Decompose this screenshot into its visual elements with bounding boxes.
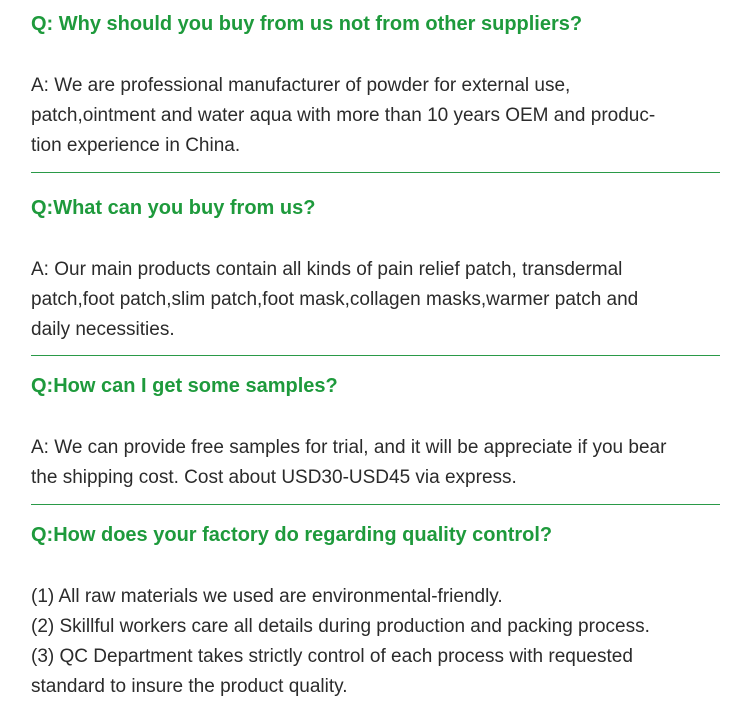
faq-answer-4-line-4: standard to insure the product quality. [31, 676, 348, 697]
faq-answer-2 [31, 255, 720, 345]
faq-answer-4-line-3: (3) QC Department takes strictly control of each process with requested [31, 646, 633, 667]
faq-answer-3 [31, 433, 720, 493]
faq-answer-2-line-1: A: Our main products contain all kinds of pain relief patch, transdermal [31, 259, 623, 280]
faq-answer-1-line-1: A: We are professional manufacturer of powder for external use, [31, 75, 571, 96]
divider-2 [31, 355, 720, 356]
faq-answer-1 [31, 71, 720, 161]
faq-item-2 [31, 196, 720, 345]
faq-answer-4-line-1: (1) All raw materials we used are environmental-friendly. [31, 586, 503, 607]
faq-item-1 [31, 12, 720, 161]
faq-question-4: Q:How does your factory do regarding quality control? [31, 524, 553, 546]
faq-item-4 [31, 523, 720, 702]
divider-3 [31, 504, 720, 505]
faq-answer-3-line-1: A: We can provide free samples for trial, and it will be appreciate if you bear [31, 437, 667, 458]
faq-answer-1-line-3: tion experience in China. [31, 135, 241, 156]
faq-item-3 [31, 374, 720, 493]
faq-answer-3-line-2: the shipping cost. Cost about USD30-USD45 via express. [31, 467, 517, 488]
faq-answer-4 [31, 582, 720, 702]
faq-question-3: Q:How can I get some samples? [31, 375, 338, 397]
faq-answer-1-line-2: patch,ointment and water aqua with more than 10 years OEM and produc- [31, 105, 656, 126]
divider-1 [31, 172, 720, 173]
faq-answer-2-line-3: daily necessities. [31, 319, 175, 340]
faq-answer-4-line-2: (2) Skillful workers care all details during production and packing process. [31, 616, 650, 637]
faq-question-1: Q: Why should you buy from us not from other suppliers? [31, 13, 583, 35]
faq-answer-2-line-2: patch,foot patch,slim patch,foot mask,collagen masks,warmer patch and [31, 289, 639, 310]
faq-question-2: Q:What can you buy from us? [31, 197, 316, 219]
